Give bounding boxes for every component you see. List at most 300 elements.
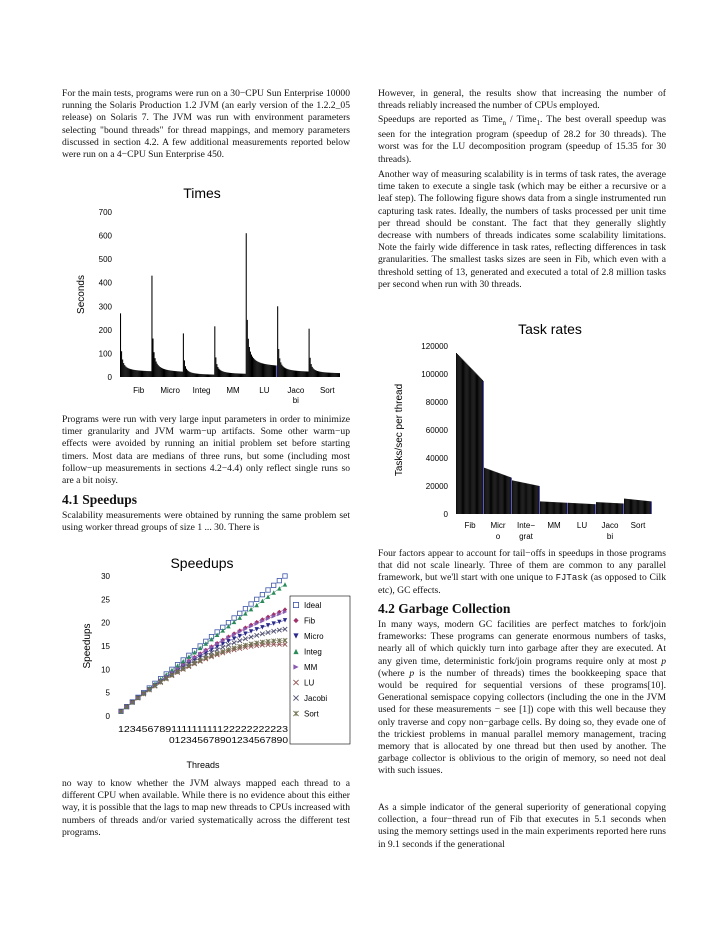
bar <box>232 373 233 377</box>
legend-entry: Ideal <box>304 601 322 610</box>
bar <box>603 502 604 514</box>
y-tick-label: 25 <box>101 595 110 605</box>
data-point <box>283 618 287 622</box>
bar <box>515 481 516 514</box>
bar <box>214 326 215 377</box>
chart-title: Times <box>183 185 221 201</box>
bar <box>159 366 160 377</box>
data-point <box>277 620 281 624</box>
bar <box>532 484 533 514</box>
x-tick-label: Fib <box>464 521 476 530</box>
bar <box>121 351 122 377</box>
y-tick-label: 10 <box>101 665 110 675</box>
bar <box>250 352 251 377</box>
bar <box>527 483 528 514</box>
right-para-6-text: As a simple indicator of the general superiority of generational copying collection, a four−thread run of Fib that executes in 5.1 seconds when using the memory settings used in the main experiments reported here runs in 9.1 seconds if the generational <box>378 802 667 850</box>
bar <box>231 373 232 377</box>
bar <box>650 501 651 514</box>
bar <box>561 503 562 514</box>
bar <box>186 369 187 377</box>
bar <box>176 371 177 377</box>
bar <box>546 502 547 514</box>
bar <box>217 367 218 377</box>
bar <box>472 369 473 514</box>
bar <box>458 355 459 514</box>
bar <box>320 372 321 377</box>
bar <box>161 368 162 377</box>
bar <box>505 476 506 514</box>
y-tick-label: 500 <box>98 255 112 265</box>
bar <box>129 369 130 377</box>
bar <box>565 503 566 514</box>
bar <box>623 504 624 515</box>
bar <box>602 502 603 514</box>
bar <box>335 373 336 377</box>
bar <box>519 482 520 514</box>
legend-entry: Integ <box>304 647 322 657</box>
bar <box>303 371 304 377</box>
bar <box>140 371 141 377</box>
bar <box>603 502 604 514</box>
bar <box>556 502 557 514</box>
bar <box>207 374 208 377</box>
bar <box>266 364 267 377</box>
data-point <box>260 632 264 636</box>
bar <box>235 373 236 377</box>
bar <box>533 485 534 514</box>
bar <box>321 372 322 377</box>
bar <box>526 483 527 514</box>
bar <box>505 475 506 514</box>
bar <box>297 371 298 377</box>
bar <box>547 502 548 514</box>
bar <box>278 349 279 377</box>
bar <box>548 502 549 514</box>
bar <box>333 373 334 377</box>
bar <box>537 486 538 514</box>
bar <box>568 503 569 514</box>
bar <box>633 500 634 514</box>
bar <box>573 503 574 514</box>
bar <box>136 370 137 377</box>
bar <box>467 365 468 514</box>
bar <box>165 369 166 377</box>
bar <box>617 503 618 514</box>
section-heading-4-2: 4.2 Garbage Collection <box>378 601 511 616</box>
data-point <box>249 629 253 633</box>
bar <box>293 370 294 377</box>
bar <box>146 371 147 377</box>
bar <box>336 373 337 377</box>
bar <box>192 373 193 377</box>
data-point <box>283 582 287 586</box>
bar <box>144 371 145 377</box>
bar <box>182 372 183 377</box>
bar <box>533 485 534 514</box>
bar <box>601 502 602 514</box>
bar <box>247 320 248 377</box>
x-tick-label: Inte− <box>516 521 536 530</box>
bar <box>609 503 610 514</box>
bar <box>195 373 196 377</box>
bar <box>497 473 498 514</box>
bar <box>258 362 259 377</box>
bar <box>612 503 613 514</box>
y-tick-label: 120000 <box>421 342 448 351</box>
bar <box>245 374 246 377</box>
bar <box>177 371 178 377</box>
y-tick-label: 100000 <box>421 370 448 379</box>
y-tick-label: 20 <box>101 618 110 628</box>
bar <box>274 365 275 377</box>
bar <box>339 373 340 377</box>
bar <box>555 502 556 514</box>
bar <box>268 365 269 377</box>
bar <box>279 358 280 377</box>
bar <box>503 475 504 514</box>
left-para-4-text: no way to know whether the JVM always mapped each thread to a different CPU when available. While there is no evidence about this either way, it is possible that the lags to map new threads to CPUs increased with numbers of threads and/or varied systematically across the different test programs. <box>62 778 350 838</box>
bar <box>308 372 309 377</box>
bar <box>168 370 169 377</box>
data-point <box>293 649 298 654</box>
bar <box>240 374 241 377</box>
bar <box>577 503 578 514</box>
bar <box>480 378 481 514</box>
right-para-4 <box>378 548 666 597</box>
bar <box>589 504 590 514</box>
bar <box>134 370 135 377</box>
y-tick-label: 30 <box>101 572 110 581</box>
bar <box>487 469 488 514</box>
bar <box>517 481 518 514</box>
y-tick-label: 5 <box>105 688 110 698</box>
bar <box>631 499 632 514</box>
series-line <box>121 612 285 711</box>
bar <box>301 371 302 377</box>
x-tick-label: grat <box>519 532 533 541</box>
bar <box>221 371 222 377</box>
bar <box>538 486 539 514</box>
data-point <box>255 603 259 607</box>
bar <box>262 364 263 377</box>
bar <box>468 366 469 514</box>
bar <box>530 484 531 514</box>
task-rates-chart <box>378 314 668 546</box>
bar <box>166 370 167 377</box>
bar <box>629 499 630 514</box>
bar <box>611 503 612 514</box>
bar <box>582 504 583 514</box>
data-point <box>260 625 264 629</box>
bar <box>133 370 134 377</box>
bar <box>481 379 482 514</box>
bar <box>259 363 260 377</box>
bar <box>273 365 274 377</box>
bar <box>338 373 339 377</box>
bar <box>254 359 255 377</box>
data-point <box>293 618 298 623</box>
y-tick-label: 0 <box>107 373 112 382</box>
bar <box>587 504 588 514</box>
bar <box>645 501 646 514</box>
bar <box>493 471 494 514</box>
y-tick-label: 80000 <box>425 398 448 407</box>
right-para-1 <box>378 88 666 112</box>
chart-title: Speedups <box>170 555 234 571</box>
bar <box>474 371 475 514</box>
bar <box>227 373 228 378</box>
bar <box>519 482 520 514</box>
bar <box>246 233 247 377</box>
bar <box>593 504 594 514</box>
bar <box>581 503 582 514</box>
bar <box>172 371 173 377</box>
bar <box>310 358 311 377</box>
bar <box>325 372 326 377</box>
bar <box>630 499 631 514</box>
bar <box>323 372 324 377</box>
bar <box>185 366 186 377</box>
bar <box>516 481 517 514</box>
data-point <box>255 597 259 601</box>
bar <box>265 364 266 377</box>
bar <box>324 372 325 377</box>
series-line <box>121 620 285 711</box>
data-point <box>238 615 242 619</box>
bar <box>501 474 502 514</box>
bar <box>606 503 607 514</box>
bar <box>124 365 125 377</box>
y-tick-label: 200 <box>98 325 112 335</box>
bar <box>634 500 635 514</box>
bar <box>157 364 158 377</box>
bar <box>514 481 515 514</box>
bar <box>187 370 188 377</box>
bar <box>141 371 142 377</box>
bar <box>290 370 291 377</box>
bar <box>275 365 276 377</box>
bar <box>229 373 230 377</box>
bar <box>496 472 497 514</box>
bar <box>281 365 282 377</box>
bar <box>193 373 194 377</box>
y-tick-label: 100 <box>98 349 112 359</box>
bar <box>132 369 133 377</box>
bar <box>322 372 323 377</box>
right-para-1-text: However, in general, the results show that increasing the number of threads reliably increased the number of CPUs employed. <box>378 88 666 112</box>
bar <box>574 503 575 514</box>
x-tick-label: Micro <box>160 386 180 395</box>
bar <box>610 503 611 514</box>
bar <box>509 477 510 514</box>
bar <box>178 371 179 377</box>
bar <box>645 501 646 514</box>
bar <box>302 371 303 377</box>
x-tick-label: bi <box>606 532 614 541</box>
bar <box>230 373 231 377</box>
y-tick-label: 300 <box>98 302 112 312</box>
bar <box>198 374 199 377</box>
bar <box>569 503 570 514</box>
bar <box>604 503 605 514</box>
bar <box>589 504 590 514</box>
bar <box>510 477 511 514</box>
x-tick-label: Sort <box>319 386 335 395</box>
bar <box>615 503 616 514</box>
bar <box>512 480 513 514</box>
bar <box>184 360 185 377</box>
legend-entry: LU <box>304 678 315 688</box>
bar <box>477 374 478 514</box>
bar <box>561 502 562 514</box>
bar <box>550 502 551 514</box>
bar <box>282 366 283 377</box>
bar <box>584 504 585 514</box>
bar <box>521 482 522 514</box>
x-tick-labels-row2: 012345678901234567890 <box>169 736 289 745</box>
bar <box>608 503 609 514</box>
bar <box>491 471 492 515</box>
bar <box>595 504 596 514</box>
bar <box>640 500 641 514</box>
bar <box>576 503 577 514</box>
bar <box>122 359 123 377</box>
bar <box>211 375 212 378</box>
bar <box>209 374 210 377</box>
data-point <box>238 634 242 638</box>
bar <box>466 364 467 514</box>
bar <box>484 468 485 514</box>
bar <box>149 371 150 377</box>
bar <box>316 371 317 377</box>
bar <box>649 501 650 514</box>
bar <box>624 499 625 514</box>
legend-entry: Fib <box>304 616 316 626</box>
bar <box>137 370 138 377</box>
y-tick-label: 15 <box>101 642 110 651</box>
x-tick-label: Sort <box>630 521 646 530</box>
bar <box>648 501 649 514</box>
bar <box>507 476 508 514</box>
bar <box>626 499 627 514</box>
bar <box>260 363 261 377</box>
bar <box>289 370 290 377</box>
bar <box>459 356 460 514</box>
bar <box>128 368 129 377</box>
x-tick-label: bi <box>292 396 299 405</box>
bar <box>499 473 500 514</box>
left-para-4 <box>62 778 350 839</box>
bar <box>304 371 305 377</box>
bar <box>288 369 289 377</box>
bar <box>585 504 586 514</box>
bar <box>163 369 164 377</box>
bar <box>572 503 573 514</box>
bar <box>150 371 151 377</box>
bar <box>238 374 239 378</box>
data-point <box>293 680 298 685</box>
bar <box>616 503 617 514</box>
bar <box>125 366 126 377</box>
bar <box>222 371 223 377</box>
legend-entry: MM <box>304 663 318 672</box>
bar <box>591 504 592 514</box>
bar <box>314 369 315 377</box>
bar <box>248 339 249 377</box>
y-tick-label: 600 <box>98 231 112 241</box>
bar <box>476 373 477 514</box>
right-para-2 <box>378 114 666 166</box>
bar <box>271 365 272 377</box>
bar <box>622 503 623 514</box>
bar <box>286 368 287 377</box>
bar <box>552 502 553 514</box>
bar <box>139 371 140 377</box>
data-point <box>232 641 236 645</box>
bar <box>201 374 202 377</box>
bar <box>233 373 234 377</box>
bar <box>205 374 206 377</box>
bar <box>598 502 599 514</box>
bar <box>508 477 509 514</box>
data-point <box>260 599 264 603</box>
y-tick-label: 0 <box>105 712 110 721</box>
chart-title: Task rates <box>518 321 582 337</box>
bar <box>212 375 213 377</box>
bar <box>596 502 597 514</box>
bar <box>334 373 335 377</box>
bar <box>625 499 626 514</box>
bar <box>203 374 204 377</box>
bar <box>270 365 271 377</box>
bar <box>162 368 163 377</box>
left-para-1 <box>62 88 350 161</box>
bar <box>544 502 545 514</box>
data-point <box>249 607 253 611</box>
bar <box>257 362 258 377</box>
data-point <box>232 616 236 620</box>
bar <box>525 483 526 514</box>
bar <box>529 484 530 514</box>
bar <box>462 359 463 514</box>
data-point <box>271 629 275 633</box>
data-point <box>238 611 242 615</box>
bar <box>471 368 472 514</box>
x-tick-label: Integ <box>192 386 211 395</box>
bar <box>152 339 153 377</box>
data-point <box>255 627 259 631</box>
bar <box>253 358 254 377</box>
x-tick-label: Jaco <box>287 386 305 395</box>
bar <box>543 502 544 514</box>
legend-entry: Sort <box>304 709 319 719</box>
bar <box>502 474 503 514</box>
data-point <box>243 643 247 647</box>
data-point <box>238 638 242 642</box>
bar <box>300 371 301 377</box>
bar <box>228 373 229 377</box>
bar <box>171 371 172 377</box>
bar <box>156 362 157 377</box>
bar <box>326 373 327 378</box>
bar <box>315 370 316 377</box>
bar <box>559 502 560 514</box>
data-point <box>293 695 298 700</box>
bar <box>319 372 320 377</box>
bar <box>534 485 535 514</box>
bar <box>330 373 331 377</box>
bar <box>239 374 240 377</box>
